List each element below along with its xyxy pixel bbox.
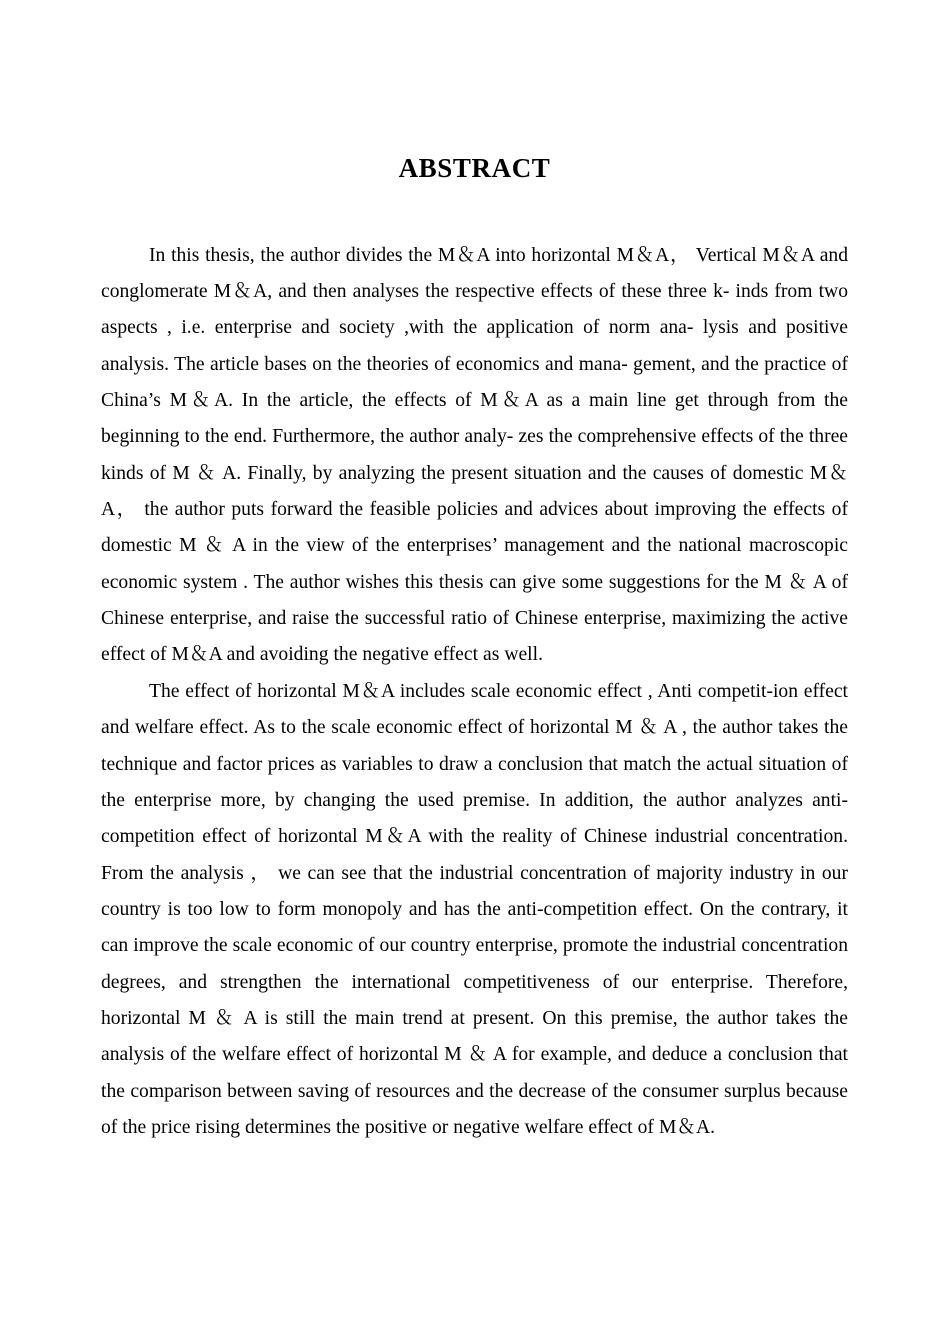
- abstract-paragraph-2: The effect of horizontal M＆A includes scale economic effect , Anti competit-ion effect and welfare effect. As to the scale economic effect of horizontal M ＆ A , the author takes the technique and factor prices as variables to draw a conclusion that match the actual situation of the enterprise more, by changing the used premise. In addition, the author analyzes anti-competition effect of horizontal M＆A with the reality of Chinese industrial concentration. From the analysis ， we can see that the industrial concentration of majority industry in our country is too low to form monopoly and has the anti-competition effect. On the contrary, it can improve the scale economic of our country enterprise, promote the industrial concentration degrees, and strengthen the international competitiveness of our enterprise. Therefore, horizontal M ＆ A is still the main trend at present. On this premise, the author takes the analysis of the welfare effect of horizontal M ＆ A for example, and deduce a conclusion that the comparison between saving of resources and the decrease of the consumer surplus because of the price rising determines the positive or negative welfare effect of M＆A.: [101, 680, 848, 1138]
- title-spacer: [101, 184, 848, 238]
- abstract-paragraph-1: In this thesis, the author divides the M＆A into horizontal M＆A， Vertical M＆A and conglomerate M＆A, and then analyses the respective effects of these three k- inds from two aspects , i.e. enterprise and society ,with the application of norm ana- lysis and positive analysis. The article bases on the theories of economics and mana- gement, and the practice of China’s M＆A. In the article, the effects of M＆A as a main line get through from the beginning to the end. Furthermore, the author analy- zes the comprehensive effects of the three kinds of M ＆ A. Finally, by analyzing the present situation and the causes of domestic M＆A， the author puts forward the feasible policies and advices about improving the effects of domestic M ＆ A in the view of the enterprises’ management and the national macroscopic economic system . The author wishes this thesis can give some suggestions for the M ＆ A of Chinese enterprise, and raise the successful ratio of Chinese enterprise, maximizing the active effect of M＆A and avoiding the negative effect as well.: [101, 244, 848, 666]
- page-title: ABSTRACT: [398, 153, 551, 183]
- page-content-area: [101, 0, 848, 1146]
